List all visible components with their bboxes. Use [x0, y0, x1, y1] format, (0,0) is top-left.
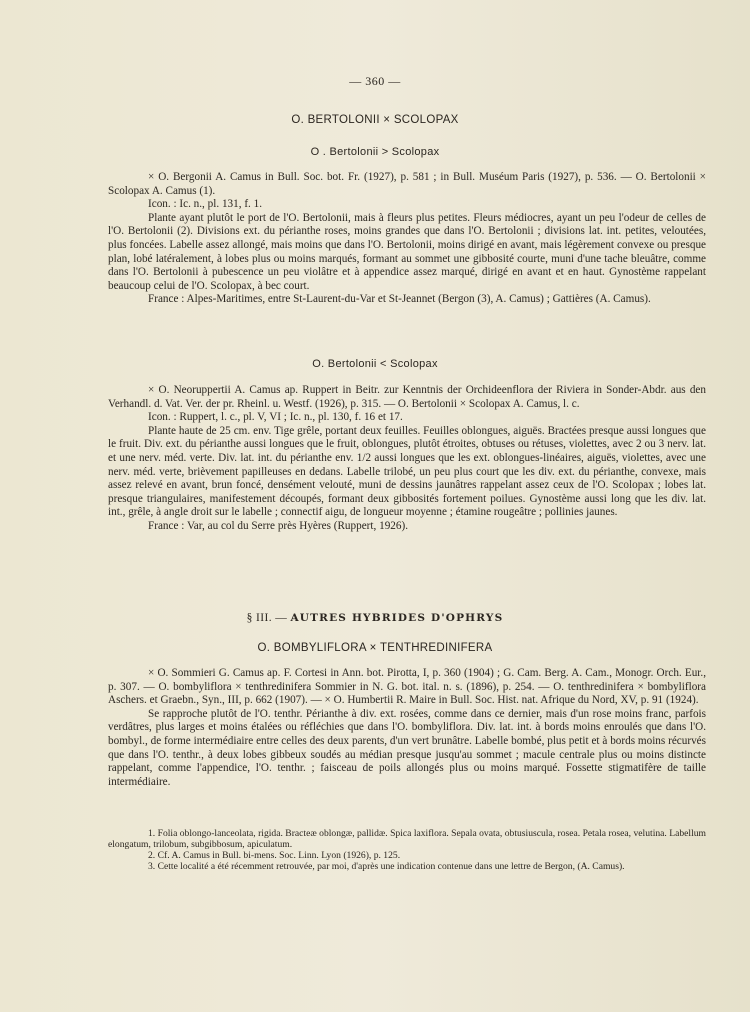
- nomenclature-paragraph: × O. Bergonii A. Camus in Bull. Soc. bot. Fr. (1927), p. 581 ; in Bull. Muséum Paris (1927), p. 536. — O. Bertolonii × Scolopax A. Camus (1).: [108, 171, 706, 197]
- icon-reference: Icon. : Ic. n., pl. 131, f. 1.: [148, 198, 263, 211]
- footnote-1: 1. Folia oblongo-lanceolata, rigida. Bracteæ oblongæ, pallidæ. Spica laxiflora. Sepala ovata, obtusiuscula, rosea. Petala rosea, velutina. Labellum elongatum, trilobum, subgibbosum, apiculatum.: [108, 828, 706, 850]
- description-paragraph: Se rapproche plutôt de l'O. tenthr. Périanthe à div. ext. rosées, comme dans ce dernier, mais d'un rose moins franc, parfois verdâtres, plus larges et moins étalées ou réfléchies que dans l'O. bombyliflora. Div. lat. int. à bords moins enroulés que dans l'O. bombyl., de forme intermédiaire entre celles des deux parents, d'un vert brunâtre. Labelle bombé, plus petit et à bords moins récurvés que dans l'O. tenthr., à deux lobes gibbeux soudés au médian presque jusqu'au sommet ; macule centrale plus ou moins distincte rappelant, comme l'appendice, l'O. tenthr. ; faisceau de poils allongés plus ou moins marqué. Fossette stigmatifère de taille intermédiaire.: [108, 707, 706, 788]
- section-title-text: AUTRES HYBRIDES D'OPHRYS: [290, 612, 504, 624]
- section-number: § III. —: [246, 612, 288, 624]
- distribution-paragraph: France : Alpes-Maritimes, entre St-Laurent-du-Var et St-Jeannet (Bergon (3), A. Camus) ; Gattières (A. Camus).: [148, 293, 651, 306]
- section-title: [0, 612, 750, 624]
- entry-sommieri: [108, 667, 706, 789]
- entry-bergonii: [108, 171, 706, 307]
- section-heading-bombyliflora-tenthredinifera: O. BOMBYLIFLORA × TENTHREDINIFERA: [257, 642, 493, 654]
- footnotes: [108, 828, 706, 872]
- distribution-paragraph: France : Var, au col du Serre près Hyères (Ruppert, 1926).: [148, 519, 408, 532]
- section-heading-bertolonii-scolopax: O. BERTOLONII × SCOLOPAX: [291, 114, 459, 126]
- description-paragraph: Plante ayant plutôt le port de l'O. Bertolonii, mais à fleurs plus petites. Fleurs médiocres, ayant un peu l'odeur de celles de l'O. Bertolonii (2). Divisions ext. du périanthe roses, moins grandes que dans l'O. Bertolonii ; divisions lat. int. petites, veloutées, plus foncées. Labelle assez allongé, mais moins que dans l'O. Bertolonii, moins dirigé en avant, mais légèrement convexe ou presque plan, lobé latéralement, à lobes plus ou moins marqués, formant au sommet une gibbosité courte, muni d'une tache bleuâtre, comme dans l'O. Bertolonii à pubescence un peu violâtre et à appendice assez marqué, dirigé en avant et en haut. Gynostème rappelant beaucoup celui de l'O. Scolopax, à bec court.: [108, 211, 706, 292]
- subheading-bertolonii-lt-scolopax: O. Bertolonii < Scolopax: [312, 358, 438, 370]
- page-number: — 360 —: [349, 74, 401, 88]
- footnote-3: 3. Cette localité a été récemment retrouvée, par moi, d'après une indication contenue dans une lettre de Bergon, (A. Camus).: [148, 861, 625, 872]
- icon-reference: Icon. : Ruppert, l. c., pl. V, VI ; Ic. n., pl. 130, f. 16 et 17.: [148, 411, 403, 424]
- subheading-bertolonii-gt-scolopax: O . Bertolonii > Scolopax: [310, 146, 440, 158]
- nomenclature-paragraph: × O. Sommieri G. Camus ap. F. Cortesi in Ann. bot. Pirotta, I, p. 360 (1904) ; G. Cam. Berg. A. Cam., Monogr. Orch. Eur., p. 307. — O. bombyliflora × tenthredinifera Sommier in N. G. bot. ital. n. s. (1896), p. 254. — O. tenthredinifera × bombyliflora Aschers. et Graebn., Syn., III, p. 662 (1907). — × O. Humbertii R. Maire in Bull. Soc. Hist. nat. Afrique du Nord, XV, p. 91 (1924).: [108, 667, 706, 707]
- footnote-2: 2. Cf. A. Camus in Bull. bi-mens. Soc. Linn. Lyon (1926), p. 125.: [148, 850, 401, 861]
- nomenclature-paragraph: × O. Neoruppertii A. Camus ap. Ruppert in Beitr. zur Kenntnis der Orchideenflora der Riviera in Sonder-Abdr. aus den Verhandl. d. Vat. Ver. der pr. Rheinl. u. Westf. (1926), p. 315. — O. Bertolonii × Scolopax A. Camus, l. c.: [108, 384, 706, 410]
- entry-neoruppertii: [108, 384, 706, 534]
- description-paragraph: Plante haute de 25 cm. env. Tige grêle, portant deux feuilles. Feuilles oblongues, aiguës. Bractées presque aussi longues que le fruit. Div. ext. du périanthe aussi longues que le fruit, oblongues, plutôt étroites, obtuses ou rétuses, violettes, avec 2 ou 3 nerv. lat. et une nerv. méd. verte. Div. lat. int. du périanthe env. 1/2 aussi longues que les ext. oblongues-linéaires, aiguës, violettes, avec une nerv. méd. verte, brièvement papilleuses en dedans. Labelle trilobé, un peu plus court que les div. ext. du périanthe, convexe, mais assez relevé en avant, brun foncé, densément velouté, muni de dessins jaunâtres rappelant assez ceux de l'O. Scolopax ; lobes lat. presque triangulaires, manifestement découpés, formant deux gibbosités fortement poilues. Gynostème aussi long que les div. lat. int., grêle, à angle droit sur le labelle ; connectif aigu, de longueur moyenne ; étamine rougeâtre ; pollinies jaunes.: [108, 424, 706, 519]
